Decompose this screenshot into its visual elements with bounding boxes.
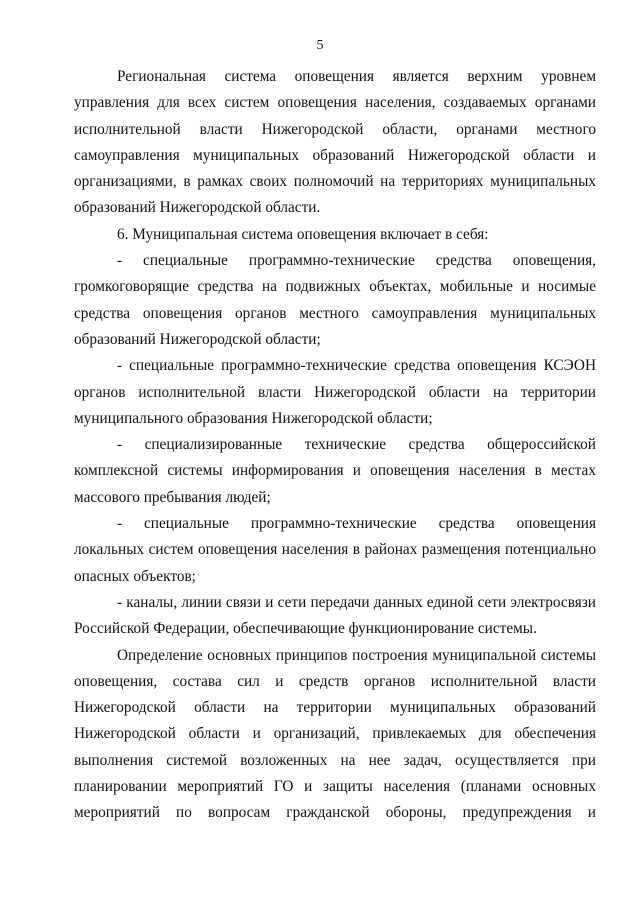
list-item-kseon-means: - специальные программно-технические средства оповещения КСЭОН органов исполнительной власти Нижегородской области на территории муниципального образования Нижегородской области; — [74, 357, 596, 427]
list-item-program-technical-means: - специальные программно-технические средства оповещения, громкоговорящие средства на подвижных объектах, мобильные и носимые средства оповещения органов местного самоуправления муниципальных образований Нижегородской области; — [74, 252, 596, 348]
page-number: 5 — [316, 38, 324, 53]
page-body — [74, 64, 596, 827]
paragraph-regional-system: Региональная система оповещения является верхним уровнем управления для всех систем оповещения населения, создаваемых органами исполнительной власти Нижегородской области, органами местного самоуправления муниципальных образований Нижегородской области и организациями, в рамках своих полномочий на территориях муниципальных образований Нижегородской области. — [74, 68, 596, 217]
paragraph-municipal-system-heading: 6. Муниципальная система оповещения включает в себя: — [117, 225, 489, 243]
list-item-communication-channels: - каналы, линии связи и сети передачи данных единой сети электросвязи Российской Федерации, обеспечивающие функционирование системы. — [74, 593, 596, 638]
list-item-local-systems: - специальные программно-технические средства оповещения локальных систем оповещения населения в районах размещения потенциально опасных объектов; — [74, 515, 596, 585]
paragraph-principles: Определение основных принципов построения муниципальной системы оповещения, состава сил и средств органов исполнительной власти Нижегородской области на территории муниципальных образований Нижегородской области и организаций, привлекаемых для обеспечения выполнения системой возложенных на нее задач, осуществляется при планировании мероприятий ГО и защиты населения (планами основных мероприятий по вопросам гражданской обороны, предупреждения и — [74, 646, 596, 822]
list-item-specialized-means: - специализированные технические средства общероссийской комплексной системы информирования и оповещения населения в местах массового пребывания людей; — [74, 436, 596, 506]
